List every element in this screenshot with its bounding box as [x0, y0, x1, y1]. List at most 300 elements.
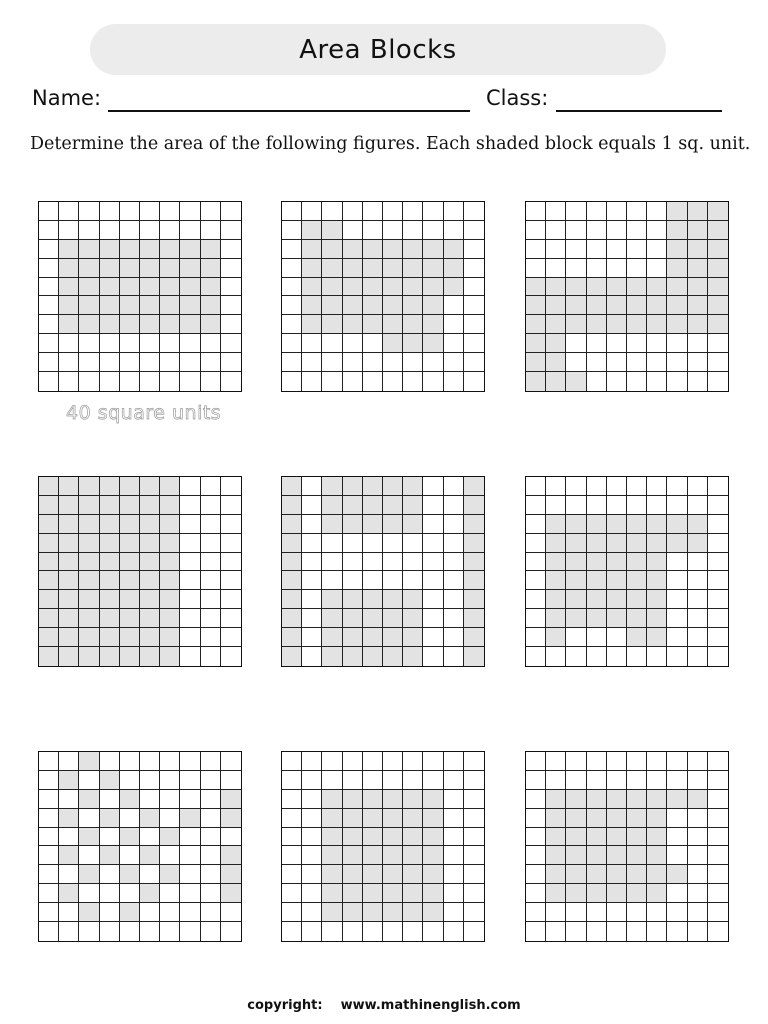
empty-block — [383, 372, 403, 391]
shaded-block — [363, 809, 383, 828]
empty-block — [464, 884, 484, 903]
shaded-block — [180, 296, 200, 315]
area-grid-figure-8 — [281, 751, 485, 942]
empty-block — [607, 752, 627, 771]
shaded-block — [120, 296, 140, 315]
empty-block — [100, 865, 120, 884]
shaded-block — [343, 259, 363, 278]
empty-block — [180, 202, 200, 221]
empty-block — [546, 903, 566, 922]
empty-block — [100, 828, 120, 847]
empty-block — [201, 202, 221, 221]
empty-block — [302, 884, 322, 903]
empty-block — [526, 609, 546, 628]
empty-block — [627, 240, 647, 259]
shaded-block — [120, 609, 140, 628]
shaded-block — [59, 315, 79, 334]
shaded-block — [100, 259, 120, 278]
shaded-block — [59, 628, 79, 647]
empty-block — [59, 372, 79, 391]
empty-block — [201, 790, 221, 809]
empty-block — [464, 240, 484, 259]
shaded-block — [403, 296, 423, 315]
shaded-block — [647, 315, 667, 334]
shaded-block — [546, 628, 566, 647]
shaded-block — [322, 609, 342, 628]
shaded-block — [322, 590, 342, 609]
empty-block — [627, 922, 647, 941]
shaded-block — [688, 315, 708, 334]
empty-block — [667, 553, 687, 572]
shaded-block — [647, 828, 667, 847]
shaded-block — [627, 553, 647, 572]
shaded-block — [607, 296, 627, 315]
shaded-block — [607, 590, 627, 609]
empty-block — [708, 496, 728, 515]
shaded-block — [526, 296, 546, 315]
empty-block — [667, 590, 687, 609]
empty-block — [526, 865, 546, 884]
empty-block — [667, 922, 687, 941]
shaded-block — [383, 809, 403, 828]
shaded-block — [383, 315, 403, 334]
empty-block — [322, 353, 342, 372]
shaded-block — [546, 809, 566, 828]
empty-block — [708, 628, 728, 647]
empty-block — [423, 553, 443, 572]
name-label: Name: — [32, 86, 102, 110]
empty-block — [688, 628, 708, 647]
shaded-block — [566, 846, 586, 865]
class-blank-line[interactable] — [556, 110, 722, 112]
shaded-block — [221, 790, 241, 809]
shaded-block — [546, 296, 566, 315]
empty-block — [59, 752, 79, 771]
empty-block — [302, 515, 322, 534]
empty-block — [221, 647, 241, 666]
empty-block — [343, 771, 363, 790]
empty-block — [444, 903, 464, 922]
shaded-block — [403, 590, 423, 609]
shaded-block — [343, 903, 363, 922]
empty-block — [221, 903, 241, 922]
empty-block — [100, 372, 120, 391]
empty-block — [120, 884, 140, 903]
empty-block — [100, 221, 120, 240]
empty-block — [221, 477, 241, 496]
empty-block — [201, 628, 221, 647]
shaded-block — [423, 903, 443, 922]
empty-block — [221, 553, 241, 572]
shaded-block — [160, 628, 180, 647]
shaded-block — [546, 790, 566, 809]
shaded-block — [120, 571, 140, 590]
shaded-block — [587, 590, 607, 609]
shaded-block — [403, 278, 423, 297]
empty-block — [627, 496, 647, 515]
shaded-block — [302, 315, 322, 334]
shaded-block — [79, 496, 99, 515]
empty-block — [282, 884, 302, 903]
empty-block — [221, 590, 241, 609]
empty-block — [423, 515, 443, 534]
empty-block — [566, 752, 586, 771]
empty-block — [587, 240, 607, 259]
shaded-block — [322, 647, 342, 666]
shaded-block — [526, 315, 546, 334]
empty-block — [120, 372, 140, 391]
empty-block — [403, 221, 423, 240]
shaded-block — [647, 846, 667, 865]
shaded-block — [201, 296, 221, 315]
empty-block — [79, 202, 99, 221]
empty-block — [59, 922, 79, 941]
shaded-block — [423, 315, 443, 334]
empty-block — [221, 353, 241, 372]
empty-block — [282, 903, 302, 922]
empty-block — [59, 334, 79, 353]
empty-block — [221, 296, 241, 315]
empty-block — [39, 296, 59, 315]
shaded-block — [343, 809, 363, 828]
shaded-block — [647, 628, 667, 647]
shaded-block — [79, 534, 99, 553]
shaded-block — [708, 315, 728, 334]
empty-block — [546, 221, 566, 240]
area-grid-figure-1 — [38, 201, 242, 392]
shaded-block — [120, 534, 140, 553]
empty-block — [464, 202, 484, 221]
empty-block — [282, 790, 302, 809]
shaded-block — [383, 496, 403, 515]
empty-block — [444, 865, 464, 884]
empty-block — [343, 571, 363, 590]
empty-block — [120, 353, 140, 372]
shaded-block — [59, 590, 79, 609]
shaded-block — [627, 534, 647, 553]
shaded-block — [607, 534, 627, 553]
empty-block — [302, 496, 322, 515]
empty-block — [708, 809, 728, 828]
empty-block — [302, 809, 322, 828]
empty-block — [322, 534, 342, 553]
shaded-block — [688, 259, 708, 278]
empty-block — [282, 202, 302, 221]
empty-block — [282, 922, 302, 941]
shaded-block — [464, 553, 484, 572]
name-blank-line[interactable] — [108, 110, 470, 112]
shaded-block — [100, 647, 120, 666]
empty-block — [587, 353, 607, 372]
empty-block — [201, 334, 221, 353]
shaded-block — [100, 590, 120, 609]
shaded-block — [647, 865, 667, 884]
shaded-block — [120, 515, 140, 534]
empty-block — [464, 828, 484, 847]
shaded-block — [160, 477, 180, 496]
shaded-block — [140, 571, 160, 590]
shaded-block — [343, 647, 363, 666]
empty-block — [100, 884, 120, 903]
empty-block — [221, 221, 241, 240]
empty-block — [647, 353, 667, 372]
shaded-block — [39, 628, 59, 647]
shaded-block — [627, 828, 647, 847]
empty-block — [302, 790, 322, 809]
empty-block — [667, 809, 687, 828]
shaded-block — [363, 790, 383, 809]
shaded-block — [607, 884, 627, 903]
shaded-block — [343, 884, 363, 903]
empty-block — [546, 477, 566, 496]
shaded-block — [59, 571, 79, 590]
empty-block — [201, 221, 221, 240]
empty-block — [201, 647, 221, 666]
shaded-block — [322, 315, 342, 334]
shaded-block — [546, 609, 566, 628]
shaded-block — [526, 278, 546, 297]
shaded-block — [688, 240, 708, 259]
shaded-block — [322, 496, 342, 515]
shaded-block — [526, 334, 546, 353]
shaded-block — [120, 790, 140, 809]
shaded-block — [667, 259, 687, 278]
empty-block — [627, 334, 647, 353]
empty-block — [627, 372, 647, 391]
page-title: Area Blocks — [299, 34, 457, 65]
empty-block — [403, 771, 423, 790]
shaded-block — [160, 534, 180, 553]
shaded-block — [120, 628, 140, 647]
shaded-block — [647, 515, 667, 534]
empty-block — [526, 628, 546, 647]
empty-block — [444, 496, 464, 515]
empty-block — [708, 571, 728, 590]
shaded-block — [667, 865, 687, 884]
empty-block — [201, 609, 221, 628]
empty-block — [221, 752, 241, 771]
empty-block — [526, 828, 546, 847]
empty-block — [140, 752, 160, 771]
empty-block — [667, 771, 687, 790]
shaded-block — [282, 628, 302, 647]
empty-block — [667, 609, 687, 628]
shaded-block — [688, 534, 708, 553]
shaded-block — [343, 790, 363, 809]
example-answer: 40 square units — [66, 402, 222, 424]
shaded-block — [587, 553, 607, 572]
empty-block — [647, 221, 667, 240]
empty-block — [464, 353, 484, 372]
shaded-block — [100, 553, 120, 572]
shaded-block — [607, 515, 627, 534]
empty-block — [79, 353, 99, 372]
shaded-block — [627, 571, 647, 590]
empty-block — [423, 353, 443, 372]
shaded-block — [546, 865, 566, 884]
shaded-block — [627, 884, 647, 903]
shaded-block — [546, 315, 566, 334]
empty-block — [160, 846, 180, 865]
empty-block — [363, 571, 383, 590]
empty-block — [221, 609, 241, 628]
area-grid-figure-4 — [38, 476, 242, 667]
empty-block — [708, 884, 728, 903]
shaded-block — [180, 809, 200, 828]
empty-block — [39, 884, 59, 903]
shaded-block — [120, 590, 140, 609]
empty-block — [607, 628, 627, 647]
empty-block — [688, 353, 708, 372]
shaded-block — [201, 240, 221, 259]
shaded-block — [120, 828, 140, 847]
empty-block — [566, 202, 586, 221]
shaded-block — [464, 628, 484, 647]
empty-block — [607, 771, 627, 790]
empty-block — [180, 752, 200, 771]
empty-block — [282, 240, 302, 259]
empty-block — [464, 922, 484, 941]
shaded-block — [587, 884, 607, 903]
shaded-block — [160, 865, 180, 884]
shaded-block — [282, 477, 302, 496]
empty-block — [464, 296, 484, 315]
empty-block — [647, 647, 667, 666]
shaded-block — [383, 609, 403, 628]
empty-block — [546, 771, 566, 790]
empty-block — [160, 903, 180, 922]
shaded-block — [140, 296, 160, 315]
shaded-block — [607, 315, 627, 334]
shaded-block — [647, 534, 667, 553]
empty-block — [708, 534, 728, 553]
empty-block — [79, 922, 99, 941]
empty-block — [383, 752, 403, 771]
class-label: Class: — [486, 86, 549, 110]
empty-block — [302, 334, 322, 353]
shaded-block — [403, 315, 423, 334]
empty-block — [688, 828, 708, 847]
empty-block — [322, 771, 342, 790]
empty-block — [201, 752, 221, 771]
empty-block — [39, 202, 59, 221]
shaded-block — [403, 515, 423, 534]
empty-block — [526, 903, 546, 922]
shaded-block — [688, 515, 708, 534]
shaded-block — [180, 259, 200, 278]
empty-block — [180, 372, 200, 391]
empty-block — [627, 903, 647, 922]
empty-block — [39, 752, 59, 771]
empty-block — [587, 647, 607, 666]
empty-block — [302, 553, 322, 572]
empty-block — [363, 334, 383, 353]
area-grid-figure-2 — [281, 201, 485, 392]
empty-block — [627, 771, 647, 790]
site-link[interactable]: www.mathinenglish.com — [340, 998, 521, 1013]
shaded-block — [566, 372, 586, 391]
empty-block — [708, 515, 728, 534]
shaded-block — [627, 628, 647, 647]
shaded-block — [140, 477, 160, 496]
empty-block — [343, 922, 363, 941]
shaded-block — [607, 809, 627, 828]
empty-block — [39, 240, 59, 259]
shaded-block — [322, 278, 342, 297]
empty-block — [423, 534, 443, 553]
shaded-block — [343, 278, 363, 297]
shaded-block — [120, 865, 140, 884]
empty-block — [464, 752, 484, 771]
empty-block — [282, 752, 302, 771]
empty-block — [140, 771, 160, 790]
empty-block — [647, 922, 667, 941]
empty-block — [100, 752, 120, 771]
shaded-block — [667, 240, 687, 259]
shaded-block — [566, 553, 586, 572]
empty-block — [140, 922, 160, 941]
shaded-block — [79, 609, 99, 628]
shaded-block — [282, 609, 302, 628]
shaded-block — [79, 571, 99, 590]
shaded-block — [39, 609, 59, 628]
empty-block — [444, 571, 464, 590]
empty-block — [282, 278, 302, 297]
empty-block — [39, 372, 59, 391]
empty-block — [688, 884, 708, 903]
empty-block — [100, 334, 120, 353]
empty-block — [607, 353, 627, 372]
shaded-block — [403, 240, 423, 259]
empty-block — [423, 752, 443, 771]
empty-block — [526, 590, 546, 609]
shaded-block — [343, 590, 363, 609]
empty-block — [282, 372, 302, 391]
empty-block — [201, 590, 221, 609]
empty-block — [59, 903, 79, 922]
empty-block — [647, 259, 667, 278]
shaded-block — [120, 278, 140, 297]
shaded-block — [201, 315, 221, 334]
empty-block — [444, 609, 464, 628]
empty-block — [526, 515, 546, 534]
empty-block — [444, 828, 464, 847]
shaded-block — [59, 846, 79, 865]
shaded-block — [587, 296, 607, 315]
shaded-block — [647, 790, 667, 809]
shaded-block — [140, 609, 160, 628]
empty-block — [39, 846, 59, 865]
empty-block — [607, 496, 627, 515]
shaded-block — [403, 846, 423, 865]
empty-block — [160, 922, 180, 941]
empty-block — [180, 353, 200, 372]
shaded-block — [363, 315, 383, 334]
empty-block — [627, 202, 647, 221]
shaded-block — [423, 809, 443, 828]
empty-block — [383, 221, 403, 240]
shaded-block — [363, 259, 383, 278]
shaded-block — [566, 590, 586, 609]
shaded-block — [546, 553, 566, 572]
shaded-block — [59, 240, 79, 259]
empty-block — [464, 278, 484, 297]
empty-block — [566, 477, 586, 496]
shaded-block — [282, 647, 302, 666]
shaded-block — [647, 296, 667, 315]
shaded-block — [667, 278, 687, 297]
empty-block — [160, 771, 180, 790]
